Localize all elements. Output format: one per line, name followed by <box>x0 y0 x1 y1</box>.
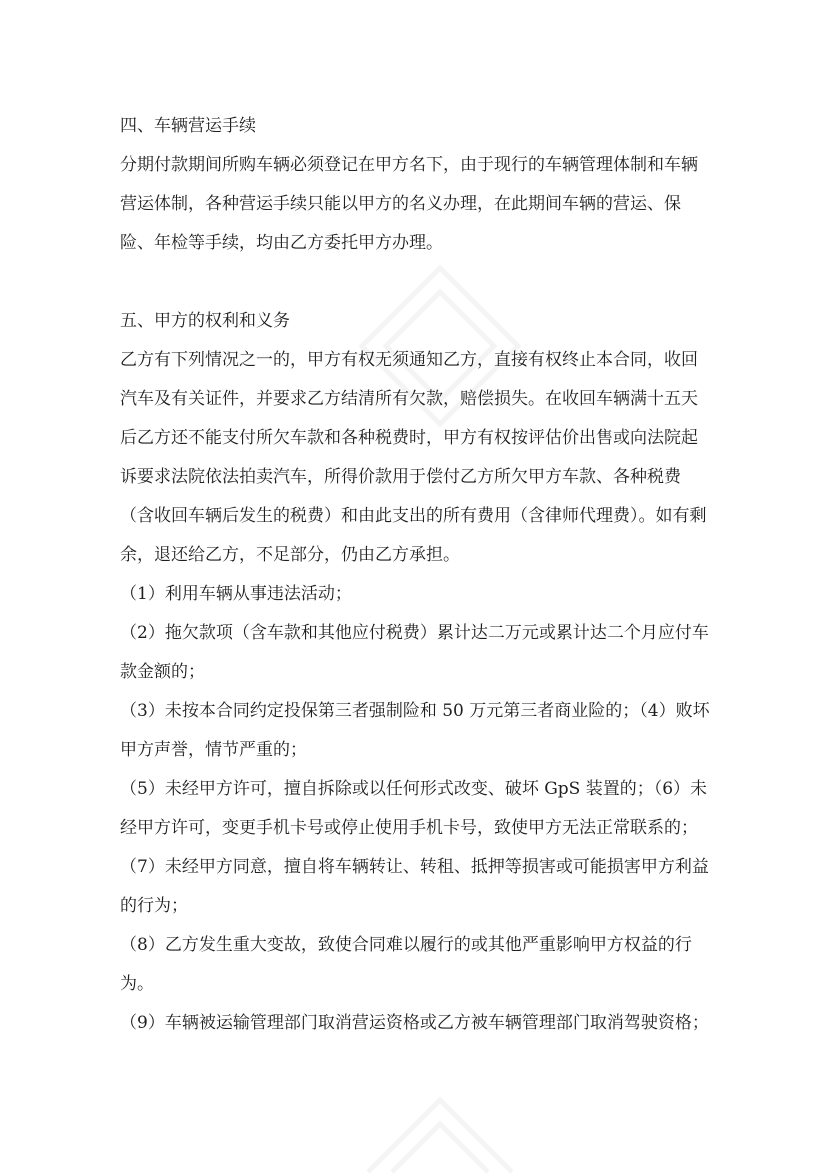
list-item-2-continued: 款金额的； <box>120 662 205 682</box>
paragraph-line: 营运体制，各种营运手续只能以甲方的名义办理，在此期间车辆的营运、保 <box>120 194 681 214</box>
list-item-6-continued: 经甲方许可，变更手机卡号或停止使用手机卡号，致使甲方无法正常联系的； <box>120 818 698 838</box>
paragraph-line: 后乙方还不能支付所欠车款和各种税费时，甲方有权按评估价出售或向法院起 <box>120 428 698 448</box>
list-item-8: （8）乙方发生重大变故，致使合同难以履行的或其他严重影响甲方权益的行 <box>120 935 692 955</box>
paragraph-line: 诉要求法院依法拍卖汽车，所得价款用于偿付乙方所欠甲方车款、各种税费 <box>120 467 681 487</box>
list-item-8-continued: 为。 <box>120 974 154 994</box>
section-party-a-rights-obligations <box>120 302 740 1043</box>
list-item-4-continued: 甲方声誉，情节严重的； <box>120 740 307 760</box>
section-spacer <box>120 263 740 302</box>
section-heading: 五、甲方的权利和义务 <box>120 311 290 331</box>
list-item-3-4: （3）未按本合同约定投保第三者强制险和 50 万元第三者商业险的；（4）败坏 <box>120 701 710 721</box>
list-item-5-6: （5）未经甲方许可，擅自拆除或以任何形式改变、破坏 GpS 装置的；（6）未 <box>120 779 708 799</box>
list-item-9: （9）车辆被运输管理部门取消营运资格或乙方被车辆管理部门取消驾驶资格； <box>120 1013 709 1033</box>
list-item-1: （1）利用车辆从事违法活动； <box>120 584 352 604</box>
paragraph-line: 余，退还给乙方，不足部分，仍由乙方承担。 <box>120 545 460 565</box>
paragraph-line: 汽车及有关证件，并要求乙方结清所有欠款，赔偿损失。在收回车辆满十五天 <box>120 389 698 409</box>
paragraph-line: （含收回车辆后发生的税费）和由此支出的所有费用（含律师代理费）。如有剩 <box>120 506 707 526</box>
paragraph-line: 乙方有下列情况之一的，甲方有权无须通知乙方，直接有权终止本合同，收回 <box>120 350 698 370</box>
watermark-mark <box>368 1100 512 1172</box>
section-heading: 四、车辆营运手续 <box>120 116 256 136</box>
paragraph-line: 分期付款期间所购车辆必须登记在甲方名下，由于现行的车辆管理体制和车辆 <box>120 155 698 175</box>
section-vehicle-operation-procedures <box>120 107 740 263</box>
document-body <box>120 107 740 1043</box>
list-item-7: （7）未经甲方同意，擅自将车辆转让、转租、抵押等损害或可能损害甲方利益 <box>120 857 709 877</box>
list-item-7-continued: 的行为； <box>120 896 188 916</box>
watermark-mark <box>392 1124 488 1172</box>
paragraph-line: 险、年检等手续，均由乙方委托甲方办理。 <box>120 233 443 253</box>
list-item-2: （2）拖欠款项（含车款和其他应付税费）累计达二万元或累计达二个月应付车 <box>120 623 709 643</box>
